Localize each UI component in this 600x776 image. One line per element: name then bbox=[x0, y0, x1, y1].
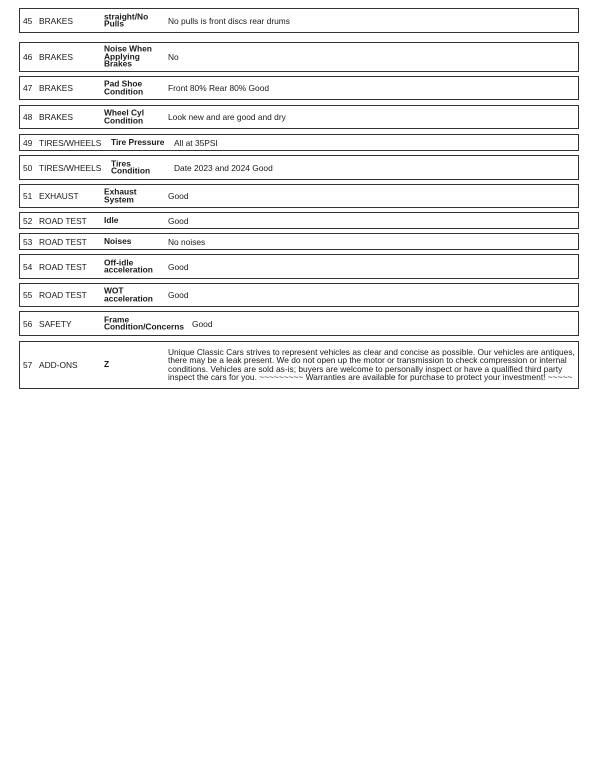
row-category: ADD-ONS bbox=[39, 359, 78, 370]
row-category: ROAD TEST bbox=[39, 215, 87, 226]
table-row bbox=[19, 76, 579, 100]
row-category: SAFETY bbox=[39, 318, 72, 329]
table-row bbox=[19, 233, 579, 250]
row-category: ROAD TEST bbox=[39, 261, 87, 272]
row-number: 54 bbox=[23, 261, 33, 272]
row-number: 49 bbox=[23, 137, 33, 148]
row-value: No pulls is front discs rear drums bbox=[168, 15, 290, 26]
table-row bbox=[19, 105, 579, 129]
table-row bbox=[19, 155, 579, 180]
row-number: 56 bbox=[23, 318, 33, 329]
row-number: 53 bbox=[23, 236, 33, 247]
table-row bbox=[19, 42, 579, 72]
row-item: WOT acceleration bbox=[104, 285, 153, 303]
row-item: Pad Shoe Condition bbox=[104, 78, 144, 96]
row-value: Front 80% Rear 80% Good bbox=[168, 82, 270, 93]
row-category: EXHAUST bbox=[39, 190, 79, 201]
row-item: Tires Condition bbox=[111, 157, 151, 176]
table-row bbox=[19, 134, 579, 151]
row-item: Exhaust System bbox=[104, 186, 137, 204]
table-row bbox=[19, 283, 579, 307]
row-item: Frame Condition/Concerns bbox=[104, 313, 185, 332]
row-number: 46 bbox=[23, 51, 33, 62]
row-number: 51 bbox=[23, 190, 33, 201]
row-value: Good bbox=[168, 190, 189, 201]
row-value: No bbox=[168, 51, 179, 62]
row-item: Z bbox=[104, 359, 110, 370]
row-category: ROAD TEST bbox=[39, 289, 87, 300]
row-value: Good bbox=[168, 261, 189, 272]
row-item: Noises bbox=[104, 235, 132, 246]
row-number: 57 bbox=[23, 359, 33, 370]
row-item: Off-idle acceleration bbox=[104, 256, 153, 275]
row-category: ROAD TEST bbox=[39, 236, 87, 247]
row-category: BRAKES bbox=[39, 111, 73, 122]
row-category: BRAKES bbox=[39, 82, 73, 93]
row-number: 45 bbox=[23, 15, 33, 26]
table-row bbox=[19, 311, 579, 336]
row-value: Good bbox=[168, 215, 189, 226]
row-value: Look new and are good and dry bbox=[168, 111, 286, 122]
table-row bbox=[19, 341, 579, 389]
row-item: Noise When Applying Brakes bbox=[104, 43, 152, 69]
row-category: TIRES/WHEELS bbox=[39, 137, 102, 148]
row-value: Good bbox=[192, 318, 213, 329]
table-row bbox=[19, 8, 579, 33]
row-item: Wheel Cyl Condition bbox=[104, 107, 145, 125]
row-category: BRAKES bbox=[39, 51, 73, 62]
row-number: 52 bbox=[23, 215, 33, 226]
row-number: 48 bbox=[23, 111, 33, 122]
row-number: 50 bbox=[23, 162, 33, 173]
row-value: All at 35PSI bbox=[174, 137, 218, 148]
row-value: No noises bbox=[168, 236, 206, 247]
row-item: Tire Pressure bbox=[111, 136, 165, 147]
row-item: Idle bbox=[104, 214, 119, 225]
row-category: BRAKES bbox=[39, 15, 73, 26]
row-category: TIRES/WHEELS bbox=[39, 162, 102, 173]
table-row bbox=[19, 254, 579, 279]
disclaimer-text: Unique Classic Cars strives to represent vehicles as clear and concise as possible. Our vehicles are antiques, there may be a leak present. We do not open up the motor or transmission to check compression or internal conditions. Vehicles are sold as-is; buyers are welcome to personally inspect or have a qualified third party inspect the cars for you. ~~~~~~~~~ Warranties are available for purchase to protect your investment! ~~~~~ bbox=[168, 347, 575, 383]
table-row bbox=[19, 212, 579, 229]
table-row bbox=[19, 184, 579, 208]
row-value: Good bbox=[168, 289, 189, 300]
row-number: 55 bbox=[23, 289, 33, 300]
row-number: 47 bbox=[23, 82, 33, 93]
row-value: Date 2023 and 2024 Good bbox=[174, 162, 273, 173]
row-item: straight/No Pulls bbox=[104, 10, 149, 29]
